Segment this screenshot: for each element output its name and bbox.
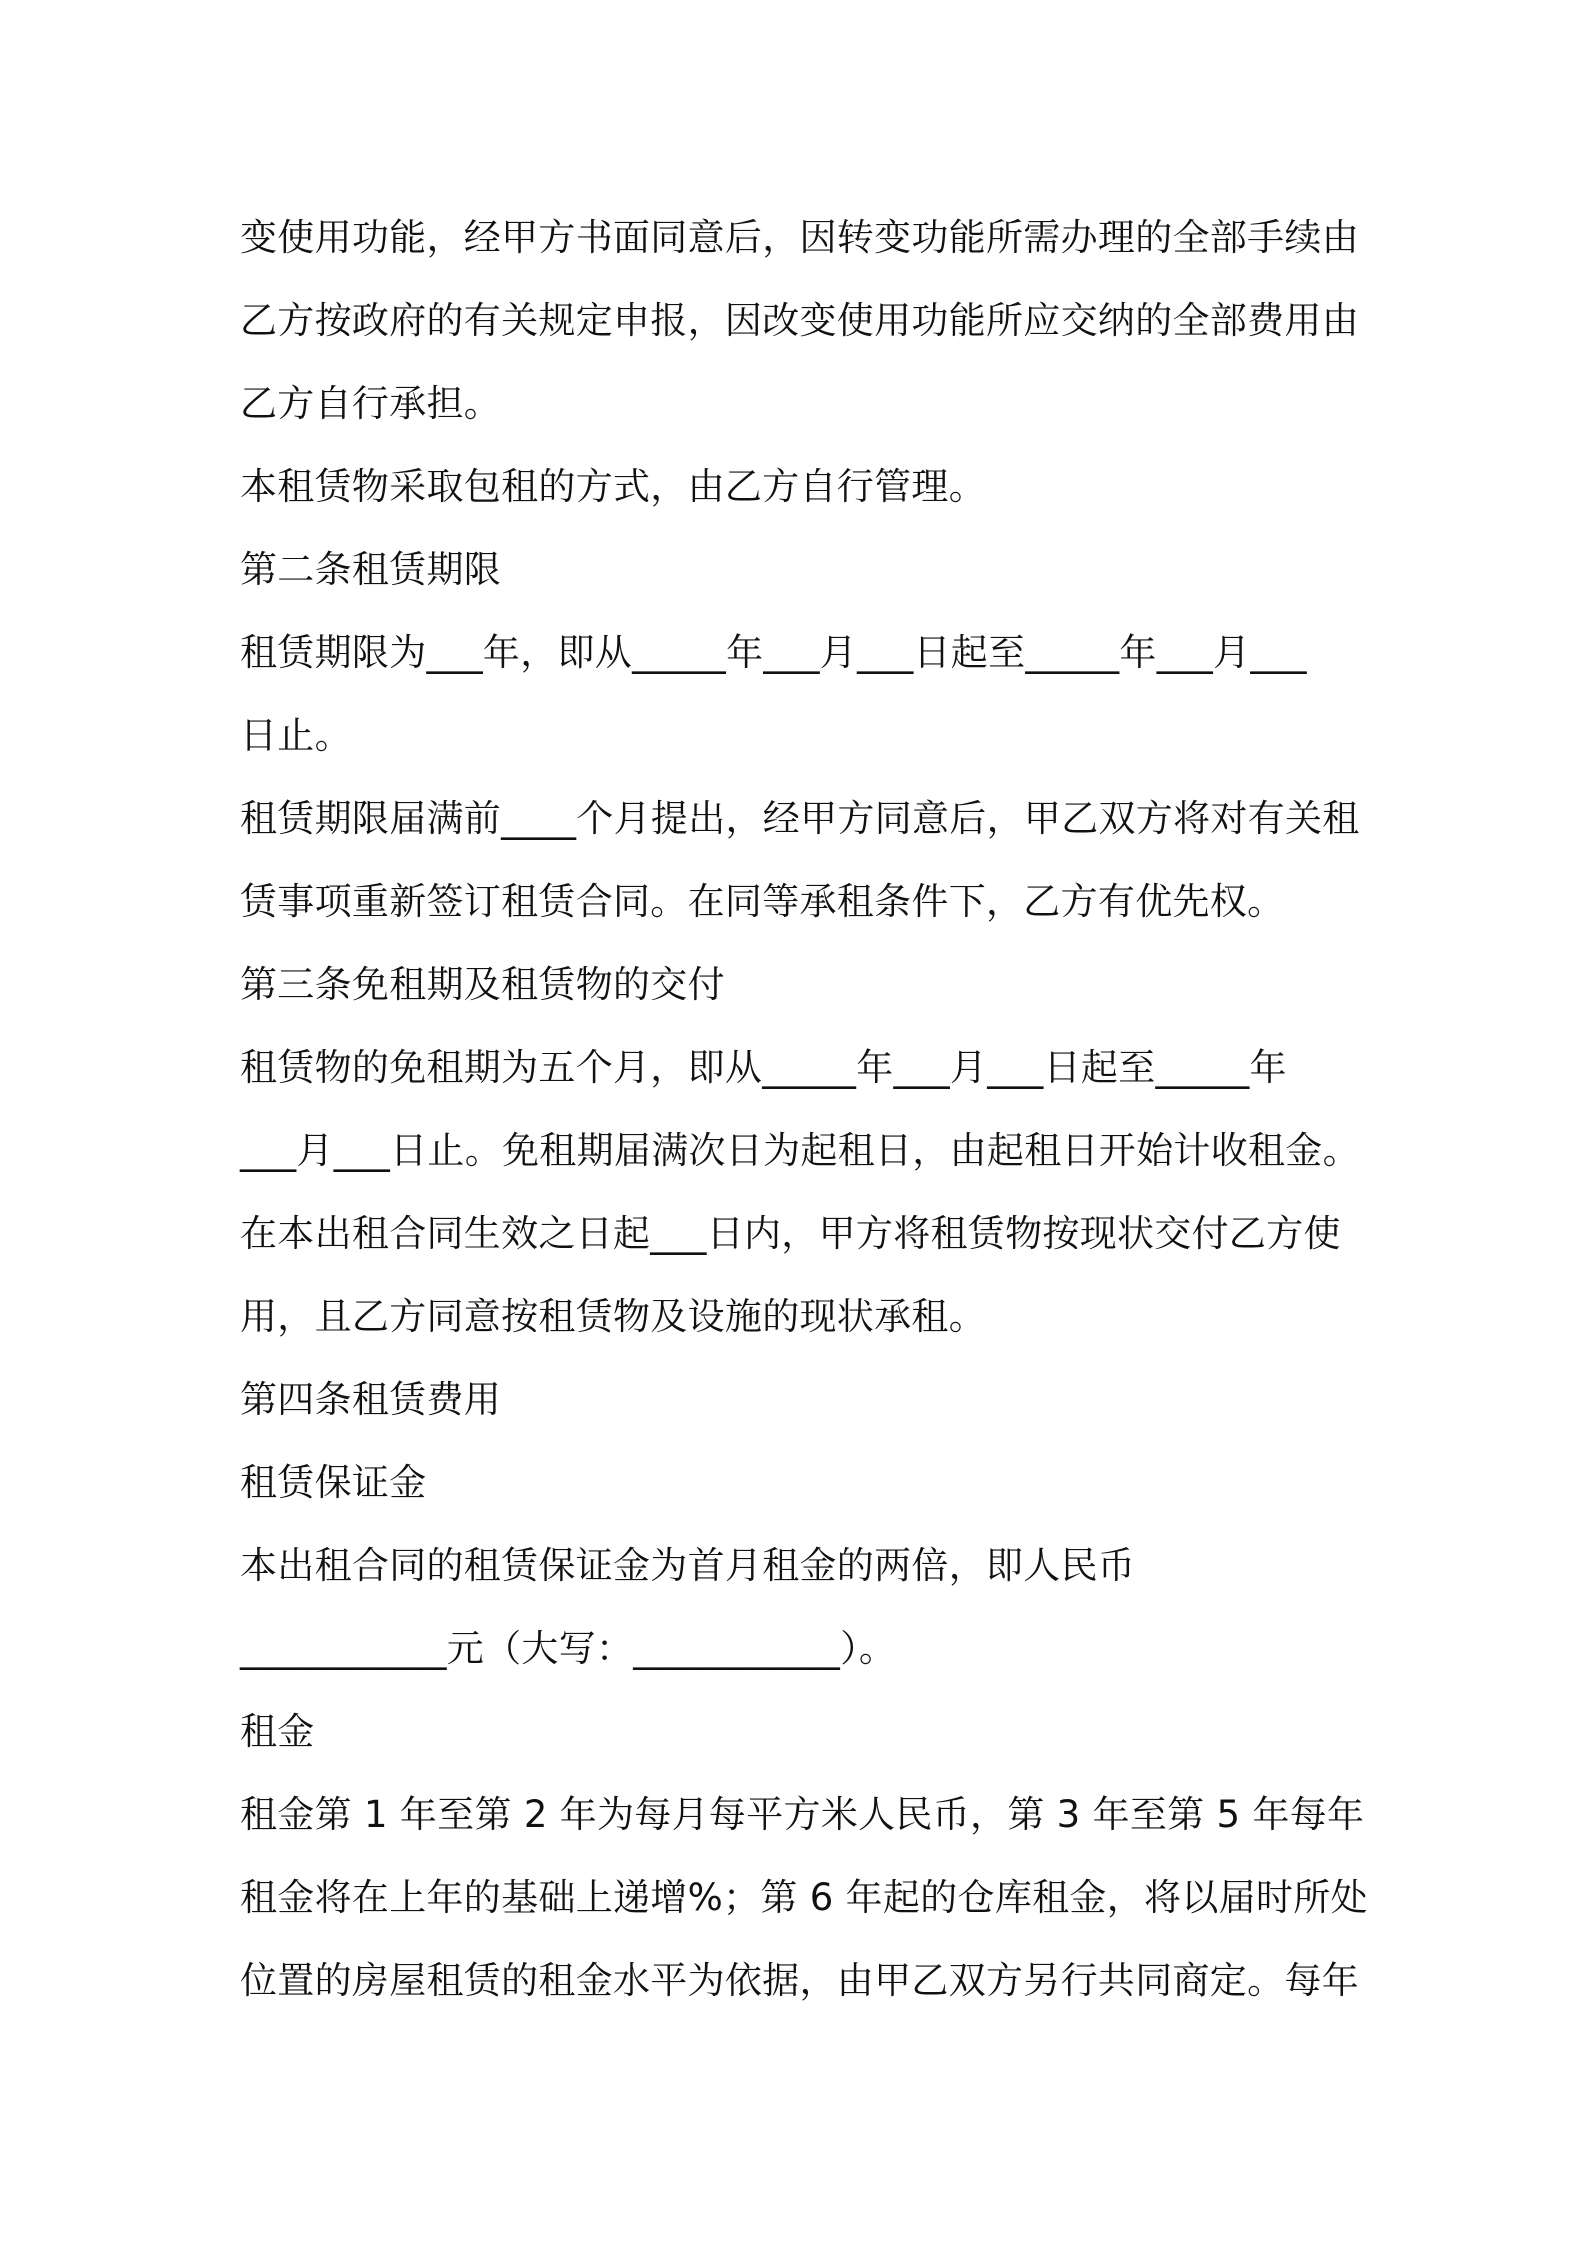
paragraph-line: 日止。 bbox=[240, 714, 352, 757]
paragraph-line: 赁事项重新签订租赁合同。在同等承租条件下，乙方有优先权。 bbox=[240, 880, 1285, 923]
paragraph-line: 本出租合同的租赁保证金为首月租金的两倍，即人民币 bbox=[240, 1544, 1136, 1587]
paragraph-line: 位置的房屋租赁的租金水平为依据，由甲乙双方另行共同商定。每年 bbox=[240, 1959, 1359, 2002]
paragraph-line: 租金第 1 年至第 2 年为每月每平方米人民币，第 3 年至第 5 年每年 bbox=[240, 1793, 1365, 1836]
document-body bbox=[240, 196, 1368, 2022]
paragraph-line: 乙方自行承担。 bbox=[240, 382, 502, 425]
paragraph-line: 在本出租合同生效之日起___日内，甲方将租赁物按现状交付乙方使 bbox=[240, 1212, 1341, 1255]
subheading-deposit: 租赁保证金 bbox=[240, 1461, 427, 1504]
paragraph-line: 租赁物的免租期为五个月，即从_____年___月___日起至_____年 bbox=[240, 1046, 1287, 1089]
section-heading-article-4: 第四条租赁费用 bbox=[240, 1378, 502, 1421]
paragraph-line: 租赁期限届满前____个月提出，经甲方同意后，甲乙双方将对有关租 bbox=[240, 797, 1360, 840]
paragraph-line: 本租赁物采取包租的方式，由乙方自行管理。 bbox=[240, 465, 986, 508]
section-heading-article-3: 第三条免租期及租赁物的交付 bbox=[240, 963, 725, 1006]
paragraph-line: ___月___日止。免租期届满次日为起租日，由起租日开始计收租金。 bbox=[240, 1129, 1360, 1172]
section-heading-article-2: 第二条租赁期限 bbox=[240, 548, 502, 591]
paragraph-line: 变使用功能，经甲方书面同意后，因转变功能所需办理的全部手续由 bbox=[240, 216, 1359, 259]
paragraph-line: 用，且乙方同意按租赁物及设施的现状承租。 bbox=[240, 1295, 986, 1338]
subheading-rent: 租金 bbox=[240, 1710, 315, 1753]
paragraph-line: 租金将在上年的基础上递增%；第 6 年起的仓库租金，将以届时所处 bbox=[240, 1876, 1368, 1919]
paragraph-line: 乙方按政府的有关规定申报，因改变使用功能所应交纳的全部费用由 bbox=[240, 299, 1359, 342]
paragraph-line: 租赁期限为___年，即从_____年___月___日起至_____年___月___ bbox=[240, 631, 1307, 674]
paragraph-line: ___________元（大写：___________）。 bbox=[240, 1627, 897, 1670]
